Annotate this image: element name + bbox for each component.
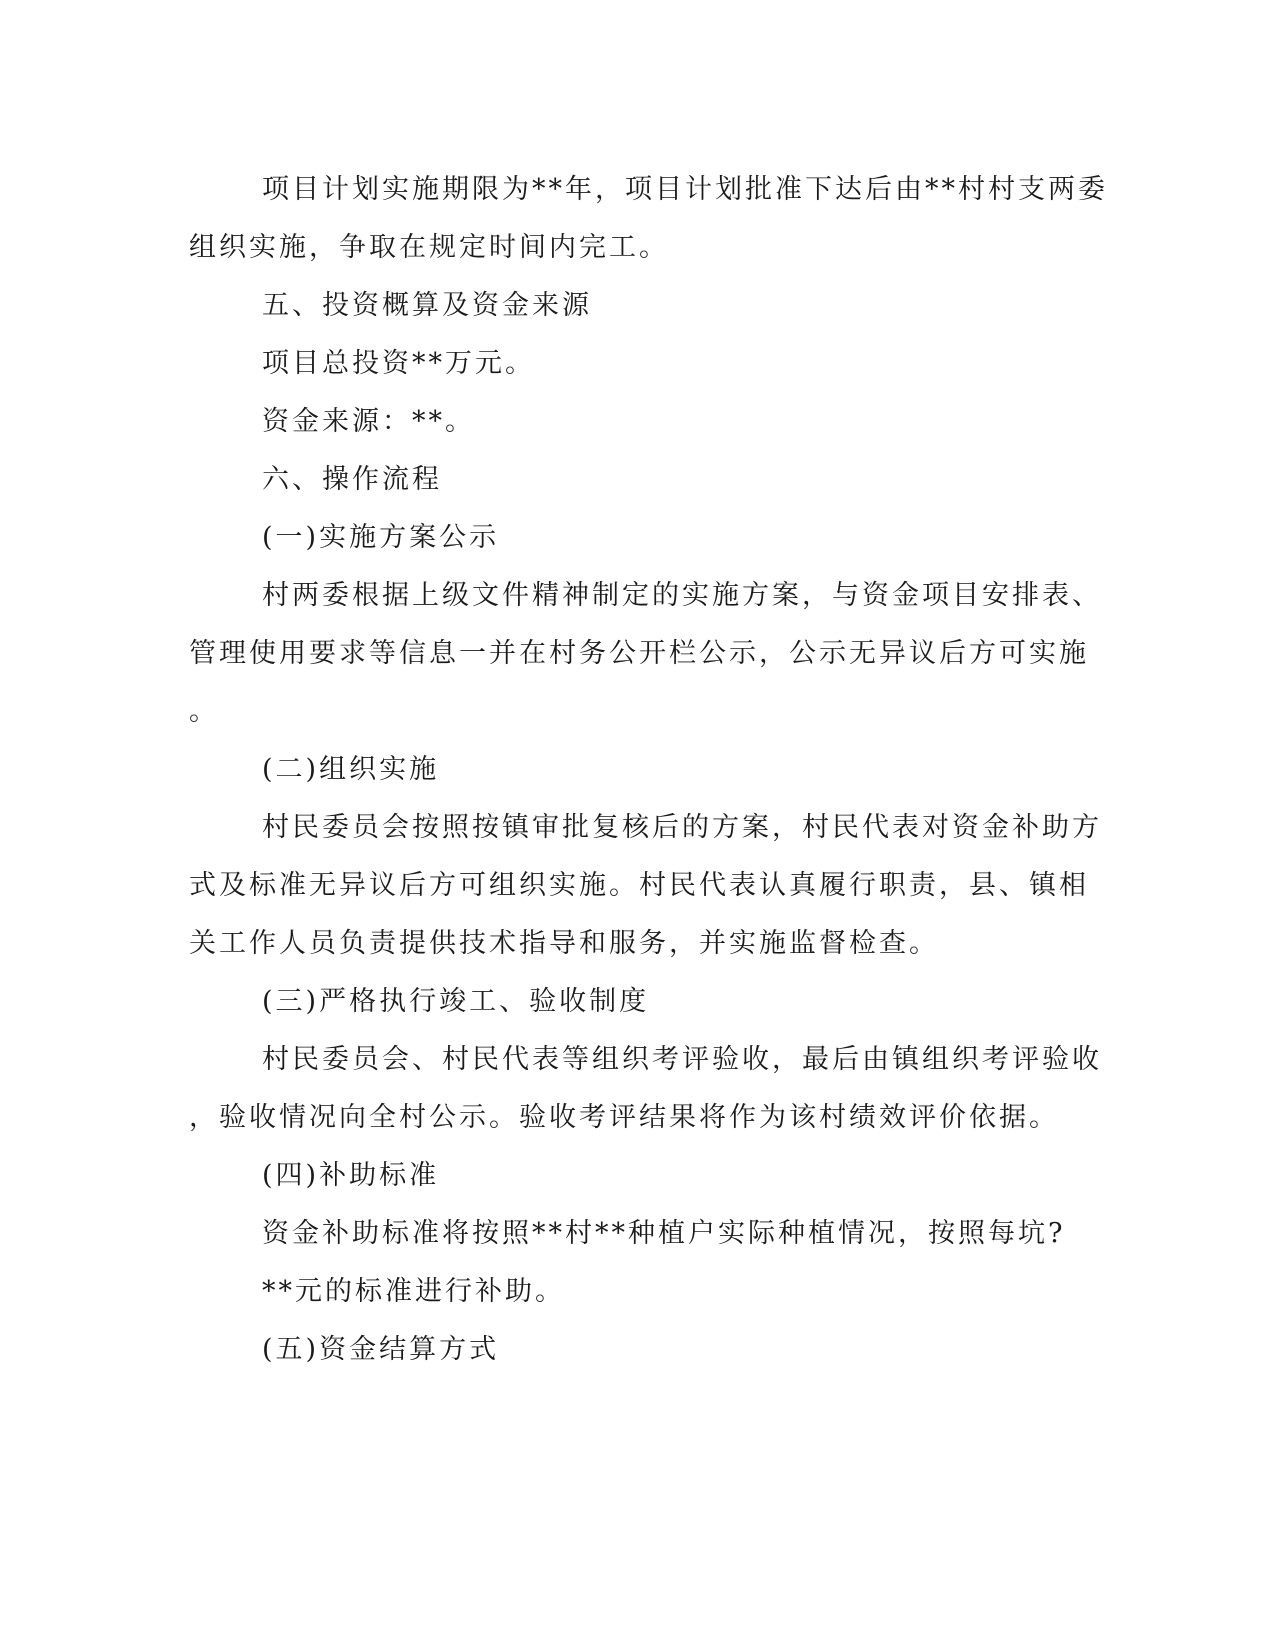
paragraph-line: 村民委员会、村民代表等组织考评验收，最后由镇组织考评验收 [262, 1044, 1102, 1075]
paragraph-line: 管理使用要求等信息一并在村务公开栏公示，公示无异议后方可实施 [189, 638, 1089, 669]
paragraph-line: **元的标准进行补助。 [262, 1276, 565, 1307]
paragraph-line: 项目总投资**万元。 [262, 348, 535, 379]
subsection-heading: (四)补助标准 [262, 1160, 440, 1191]
subsection-heading: (二)组织实施 [262, 754, 440, 785]
paragraph-line: 村两委根据上级文件精神制定的实施方案，与资金项目安排表、 [262, 580, 1102, 611]
paragraph-line: 式及标准无异议后方可组织实施。村民代表认真履行职责，县、镇相 [189, 870, 1089, 901]
subsection-heading: (一)实施方案公示 [262, 522, 500, 553]
paragraph-line: 关工作人员负责提供技术指导和服务，并实施监督检查。 [189, 928, 939, 959]
subsection-heading: (五)资金结算方式 [262, 1334, 500, 1365]
subsection-heading: (三)严格执行竣工、验收制度 [262, 986, 650, 1017]
paragraph-line: 。 [189, 696, 219, 727]
section-heading: 五、投资概算及资金来源 [262, 290, 592, 321]
paragraph-line: 资金补助标准将按照**村**种植户实际种植情况，按照每坑? [262, 1218, 1066, 1249]
section-heading: 六、操作流程 [262, 464, 442, 495]
paragraph-line: 组织实施，争取在规定时间内完工。 [189, 232, 669, 263]
paragraph-line: 资金来源：**。 [262, 406, 475, 437]
paragraph-line: 村民委员会按照按镇审批复核后的方案，村民代表对资金补助方 [262, 812, 1102, 843]
paragraph-line: ，验收情况向全村公示。验收考评结果将作为该村绩效评价依据。 [189, 1102, 1059, 1133]
paragraph-line: 项目计划实施期限为**年，项目计划批准下达后由**村村支两委 [262, 174, 1108, 205]
